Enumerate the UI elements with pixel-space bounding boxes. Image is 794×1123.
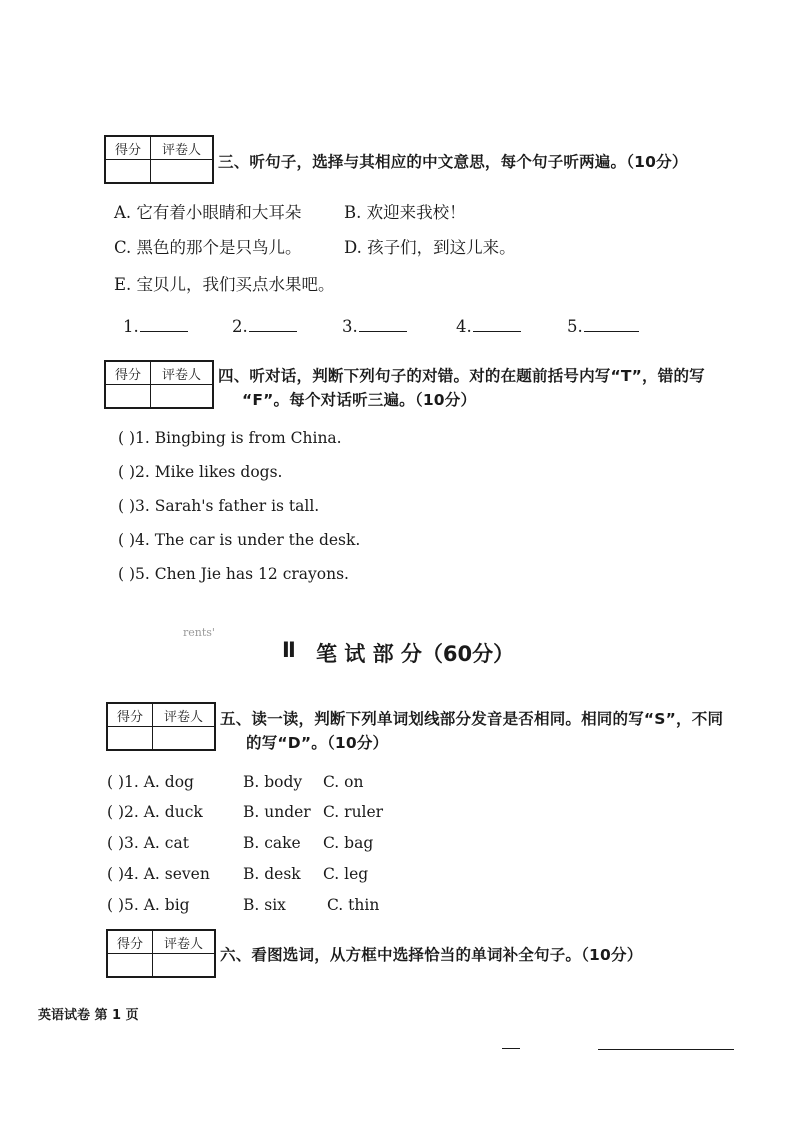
tf-item[interactable]: ( )5. Chen Jie has 12 crayons. [118,565,349,583]
word-b: B. body [243,773,303,791]
score-label: 得分 [107,703,153,727]
footer-rule-long [598,1049,734,1050]
word-b: B. desk [243,865,301,883]
section6-heading: 六、看图选词，从方框中选择恰当的单词补全句子。（10分） [220,946,643,964]
score-label: 得分 [105,361,151,385]
grader-cell[interactable] [153,727,216,751]
word-a: ( )4. A. seven [107,865,210,883]
faint-smudge-text: rents' [183,626,215,639]
grader-cell[interactable] [151,160,214,184]
word-b: B. cake [243,834,301,852]
word-a: ( )1. A. dog [107,773,194,791]
answer-3[interactable] [342,317,407,336]
grader-label: 评卷人 [151,136,214,160]
score-cell[interactable] [105,160,151,184]
word-a: ( )5. A. big [107,896,190,914]
word-a: ( )3. A. cat [107,834,189,852]
word-row-5[interactable] [107,896,379,914]
section3-heading: 三、听句子，选择与其相应的中文意思，每个句子听两遍。（10分） [218,153,688,171]
score-box-5 [106,702,216,751]
section5-heading-line1: 五、读一读，判断下列单词划线部分发音是否相同。相同的写“S”，不同 [220,710,724,728]
option-e: E. 宝贝儿，我们买点水果吧。 [114,275,335,294]
option-b: B. 欢迎来我校！ [344,203,466,222]
grader-label: 评卷人 [151,361,214,385]
part2-title: 笔 试 部 分（60分） [316,642,515,666]
grader-cell[interactable] [151,385,214,409]
tf-item[interactable]: ( )4. The car is under the desk. [118,531,361,549]
answer-number: 2. [232,317,248,336]
section4-heading-line1: 四、听对话，判断下列句子的对错。对的在题前括号内写“T”，错的写 [218,367,705,385]
word-row-4[interactable] [107,865,368,883]
answer-number: 5. [567,317,583,336]
word-row-1[interactable] [107,773,363,791]
word-c: C. leg [323,865,369,883]
option-d: D. 孩子们，到这儿来。 [344,238,516,257]
score-cell[interactable] [107,727,153,751]
score-box-3 [104,135,214,184]
section4-heading-line2: “F”。每个对话听三遍。（10分） [242,391,477,409]
word-b: B. six [243,896,286,914]
score-cell[interactable] [107,954,153,978]
tf-item[interactable]: ( )3. Sarah's father is tall. [118,497,320,515]
score-label: 得分 [105,136,151,160]
grader-label: 评卷人 [153,930,216,954]
score-cell[interactable] [105,385,151,409]
answer-number: 3. [342,317,358,336]
grader-cell[interactable] [153,954,216,978]
tf-item[interactable]: ( )1. Bingbing is from China. [118,429,342,447]
option-c: C. 黑色的那个是只鸟儿。 [114,238,302,257]
answer-blank[interactable] [140,331,188,332]
word-c: C. on [323,773,364,791]
answer-blank[interactable] [584,331,639,332]
answer-number: 4. [456,317,472,336]
word-c: C. ruler [323,803,384,821]
answer-4[interactable] [456,317,521,336]
answer-1[interactable] [123,317,188,336]
word-row-3[interactable] [107,834,373,852]
answer-blank[interactable] [359,331,407,332]
score-box-4 [104,360,214,409]
section5-heading-line2: 的写“D”。（10分） [246,734,389,752]
score-label: 得分 [107,930,153,954]
word-c: C. thin [327,896,380,914]
page-footer: 英语试卷 第 1 页 [38,1008,139,1023]
answer-blank[interactable] [249,331,297,332]
word-b: B. under [243,803,311,821]
tf-item[interactable]: ( )2. Mike likes dogs. [118,463,283,481]
word-row-2[interactable] [107,803,383,821]
word-a: ( )2. A. duck [107,803,203,821]
part2-marker: Ⅱ [282,638,296,662]
answer-number: 1. [123,317,139,336]
word-c: C. bag [323,834,374,852]
score-box-6 [106,929,216,978]
footer-rule-short [502,1048,520,1049]
grader-label: 评卷人 [153,703,216,727]
answer-blank[interactable] [473,331,521,332]
option-a: A. 它有着小眼睛和大耳朵 [114,203,302,222]
answer-2[interactable] [232,317,297,336]
answer-5[interactable] [567,317,639,336]
